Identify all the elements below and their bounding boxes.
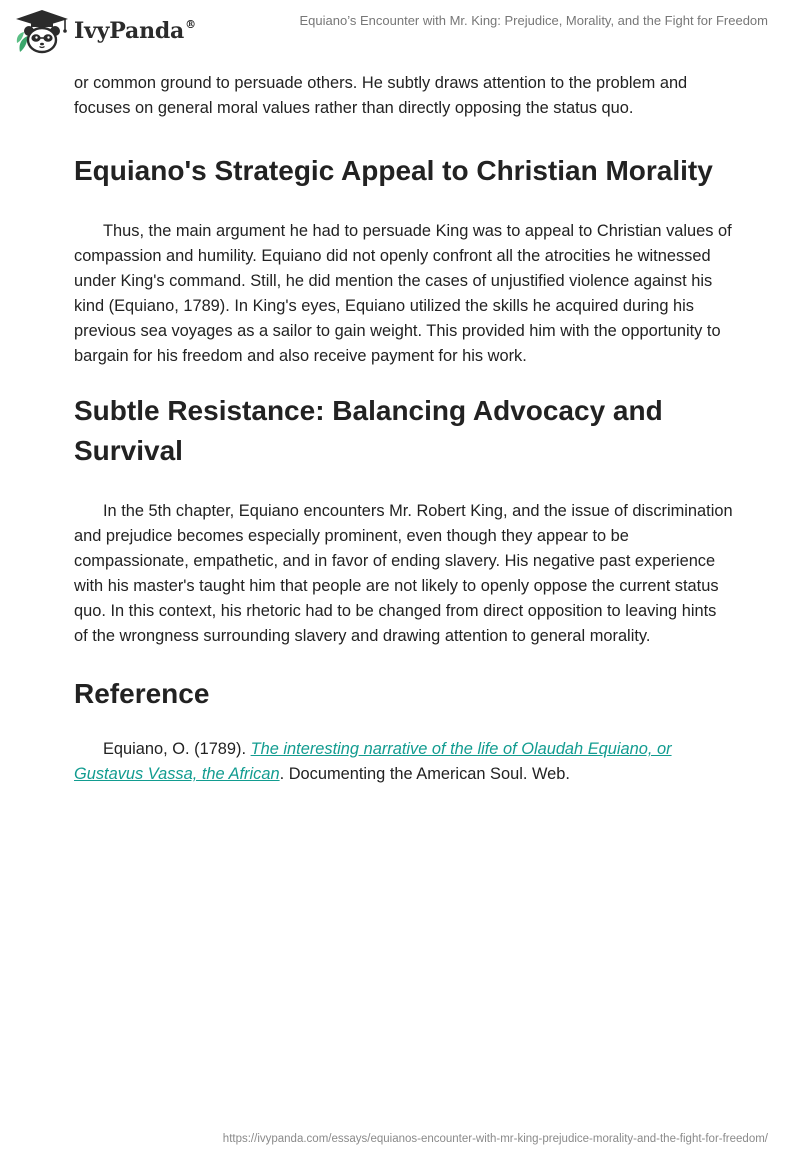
- footer-url[interactable]: https://ivypanda.com/essays/equianos-encounter-with-mr-king-prejudice-morality-and-the-fight-for-freedom/: [222, 1133, 768, 1145]
- ivypanda-logo[interactable]: [14, 8, 196, 54]
- section-paragraph: In the 5th chapter, Equiano encounters Mr. Robert King, and the issue of discrimination and prejudice becomes especially prominent, even though they appear to be compassionate, empathetic, and in favor of ending slavery. His negative past experience with his master's taught him that people are not likely to openly oppose the current status quo. In this context, his rhetoric had to be changed from direct opposition to leaving hints of the wrongness surrounding slavery and drawing attention to general morality.: [74, 502, 733, 645]
- essay-content: [74, 71, 734, 787]
- page-header: [0, 0, 800, 64]
- reference-author-year: Equiano, O. (1789).: [103, 740, 251, 758]
- reference-heading: Reference: [74, 678, 210, 709]
- logo-wordmark: IvyPanda®: [74, 18, 196, 44]
- section-paragraph: Thus, the main argument he had to persuade King was to appeal to Christian values of compassion and humility. Equiano did not openly confront all the atrocities he witnessed under King's command. Still, he did mention the cases of unjustified violence against his kind (Equiano, 1789). In King's eyes, Equiano utilized the skills he acquired during his previous sea voyages as a sailor to gain weight. This provided him with the opportunity to bargain for his freedom and also receive payment for his work.: [74, 222, 732, 365]
- reference-entry: [74, 737, 734, 787]
- intro-paragraph: or common ground to persuade others. He subtly draws attention to the problem and focuses on general moral values rather than directly opposing the status quo.: [74, 74, 688, 117]
- reference-title-link[interactable]: The interesting narrative of the life of Olaudah Equiano, or Gustavus Vassa, the African: [74, 740, 672, 783]
- section-heading: Subtle Resistance: Balancing Advocacy and Survival: [74, 395, 663, 466]
- section-heading: Equiano's Strategic Appeal to Christian Morality: [74, 155, 713, 186]
- document-title: Equiano’s Encounter with Mr. King: Prejudice, Morality, and the Fight for Freedom: [299, 13, 768, 28]
- panda-graduate-icon: [14, 8, 70, 54]
- reference-source: . Documenting the American Soul. Web.: [279, 765, 570, 783]
